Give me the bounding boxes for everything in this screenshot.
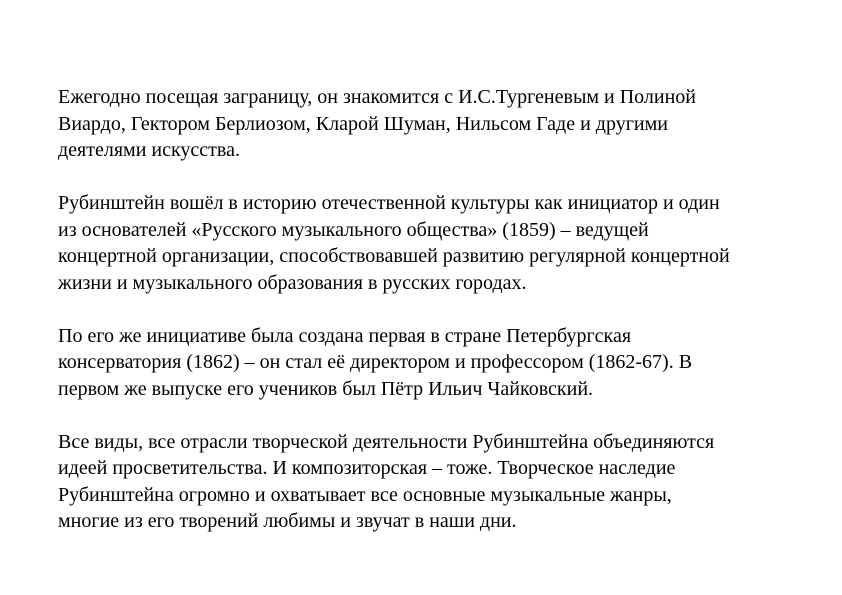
paragraph-line: Виардо, Гектором Берлиозом, Кларой Шуман, Нильсом Гаде и другими xyxy=(58,112,668,135)
paragraph-music-society xyxy=(58,190,798,296)
paragraph-legacy xyxy=(58,429,798,535)
paragraph-line: из основателей «Русского музыкального общества» (1859) – ведущей xyxy=(58,218,649,241)
paragraph-line: По его же инициативе была создана первая в стране Петербургская xyxy=(58,324,632,347)
paragraph-line: Рубинштейна огромно и охватывает все основные музыкальные жанры, xyxy=(58,483,672,506)
paragraph-line: Все виды, все отрасли творческой деятельности Рубинштейна объединяются xyxy=(58,430,715,453)
paragraph-line: многие из его творений любимы и звучат в наши дни. xyxy=(58,510,517,532)
paragraph-line: Рубинштейн вошёл в историю отечественной культуры как инициатор и один xyxy=(58,192,720,214)
paragraph-line: идеей просветительства. И композиторская – тоже. Творческое наследие xyxy=(58,457,676,479)
paragraph-line: первом же выпуске его учеников был Пётр Ильич Чайковский. xyxy=(58,377,594,400)
paragraph-line: консерватория (1862) – он стал её директором и профессором (1862-67). В xyxy=(58,351,693,373)
paragraph-conservatory xyxy=(58,323,798,403)
paragraph-line: Ежегодно посещая заграницу, он знакомится с И.С.Тургеневым и Полиной xyxy=(58,86,697,108)
slide-text-body xyxy=(58,84,798,561)
paragraph-line: жизни и музыкального образования в русских городах. xyxy=(58,271,527,294)
paragraph-travels xyxy=(58,84,798,164)
paragraph-line: концертной организации, способствовавшей развитию регулярной концертной xyxy=(58,245,730,267)
paragraph-line: деятелями искусства. xyxy=(58,139,240,161)
